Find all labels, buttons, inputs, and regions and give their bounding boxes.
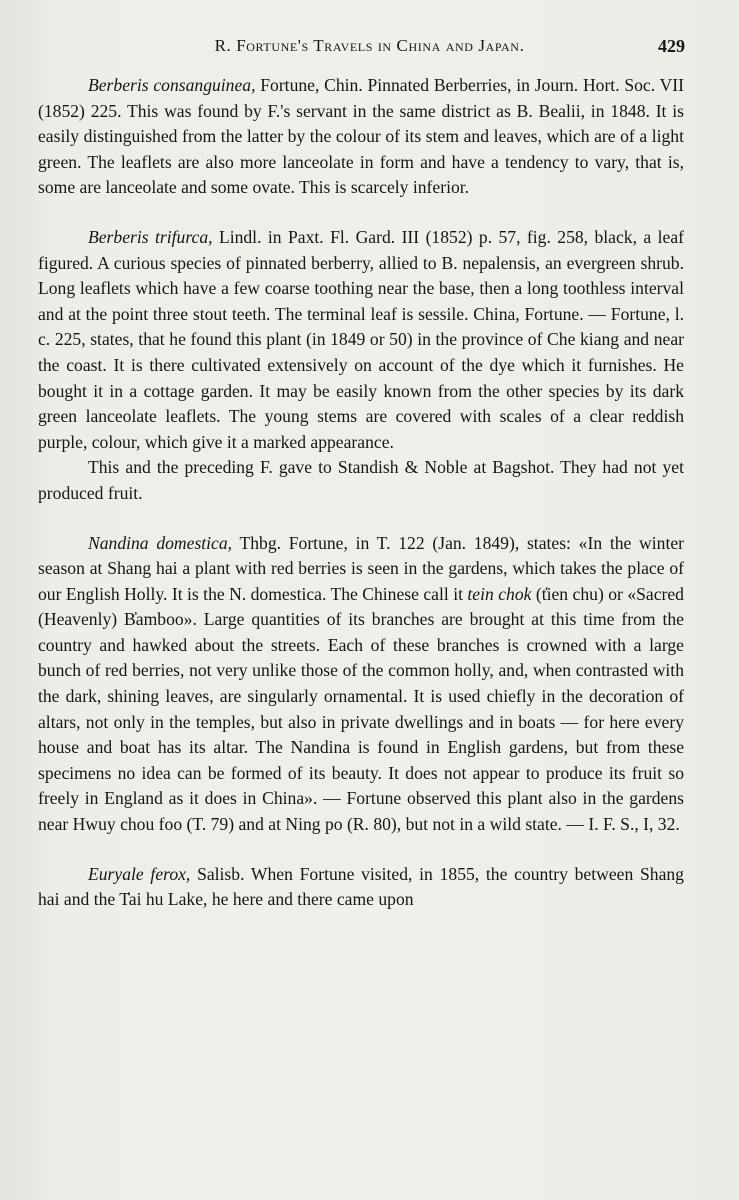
- species-name: Berberis trifurca,: [88, 226, 213, 247]
- entry-nandina-domestica: [38, 531, 684, 838]
- entry-berberis-consanguinea: [38, 73, 684, 201]
- entry-paragraph: [38, 531, 684, 838]
- page-number: 429: [658, 36, 685, 56]
- entry-paragraph: [38, 862, 684, 913]
- species-name: Berberis consanguinea,: [88, 75, 256, 95]
- running-head: R. Fortune's Travels in China and Japan.: [214, 36, 525, 55]
- entry-text: Fortune, Chin. Pinnated Berberries, in Journ. Hort. Soc. VII (1852) 225. This was found by F.'s servant in the same district as B. Bealii, in 1848. It is easily distinguished from the latter by the colour of its stem and leaves, which are of a light green. The leaflets are also more lanceolate in form and have a tendency to vary, that is, some are lanceolate and some ovate. This is scarcely inferior.: [38, 75, 684, 198]
- entry-paragraph: [38, 73, 684, 201]
- entry-text: Lindl. in Paxt. Fl. Gard. III (1852) p. 57, fig. 258, black, a leaf figured. A curious species of pinnated berberry, allied to B. nepalensis, an evergreen shrub. Long leaflets which have a few coarse toothing near the base, then a long toothless interval and at the point three stout teeth. The terminal leaf is sessile. China, Fortune. — Fortune, l. c. 225, states, that he found this plant (in 1849 or 50) in the province of Che kiang and near the coast. It is there cultivated extensively on account of the dye which it furnishes. He bought it in a cottage garden. It may be easily known from the other species by its dark green lanceolate leaflets. The young stems are covered with scales of a clear reddish purple, colour, which give it a marked appearance.: [38, 226, 685, 452]
- entry-continuation: This and the preceding F. gave to Standish & Noble at Bagshot. They had not yet produced fruit.: [38, 457, 684, 503]
- species-name: Nandina domestica,: [88, 532, 233, 553]
- entry-berberis-trifurca: [38, 225, 684, 507]
- entry-text: Thbg. Fortune, in T. 122 (Jan. 1849), states: «In the winter season at Shang hai a plant with red berries is seen in the gardens, which takes the place of our English Holly. It is the N. domestica. The Chinese call it: [38, 532, 684, 604]
- species-name: Euryale ferox,: [88, 863, 191, 884]
- chinese-name: tein chok: [467, 583, 532, 604]
- page-header: [0, 34, 739, 64]
- body-text: [38, 73, 684, 937]
- entry-text: Salisb. When Fortune visited, in 1855, the country between Shang hai and the T̒ai hu Lake, he here and there came upon: [38, 863, 684, 910]
- entry-euryale-ferox: [38, 862, 684, 913]
- entry-text: (t̒ien chu) or «Sacred (Heavenly) B̓amboo». Large quantities of its branches are brought at this time from the country and hawked about the streets. Each of these branches is crowned with a large bunch of red berries, not very unlike those of the common holly, and, when contrasted with the dark, shining leaves, are singularly ornamental. It is used chiefly in the decoration of altars, not only in the temples, but also in private dwellings and in boats — for here every house and boat has its altar. The Nandina is found in English gardens, but from these specimens no idea can be formed of its beauty. It does not appear to produce its fruit so freely in England as it does in China». — Fortune observed this plant also in the gardens near Hwuy chou foo (T. 79) and at Ning po (R. 80), but not in a wild state. — I. F. S., I, 32.: [38, 583, 684, 835]
- entry-paragraph: [38, 225, 684, 455]
